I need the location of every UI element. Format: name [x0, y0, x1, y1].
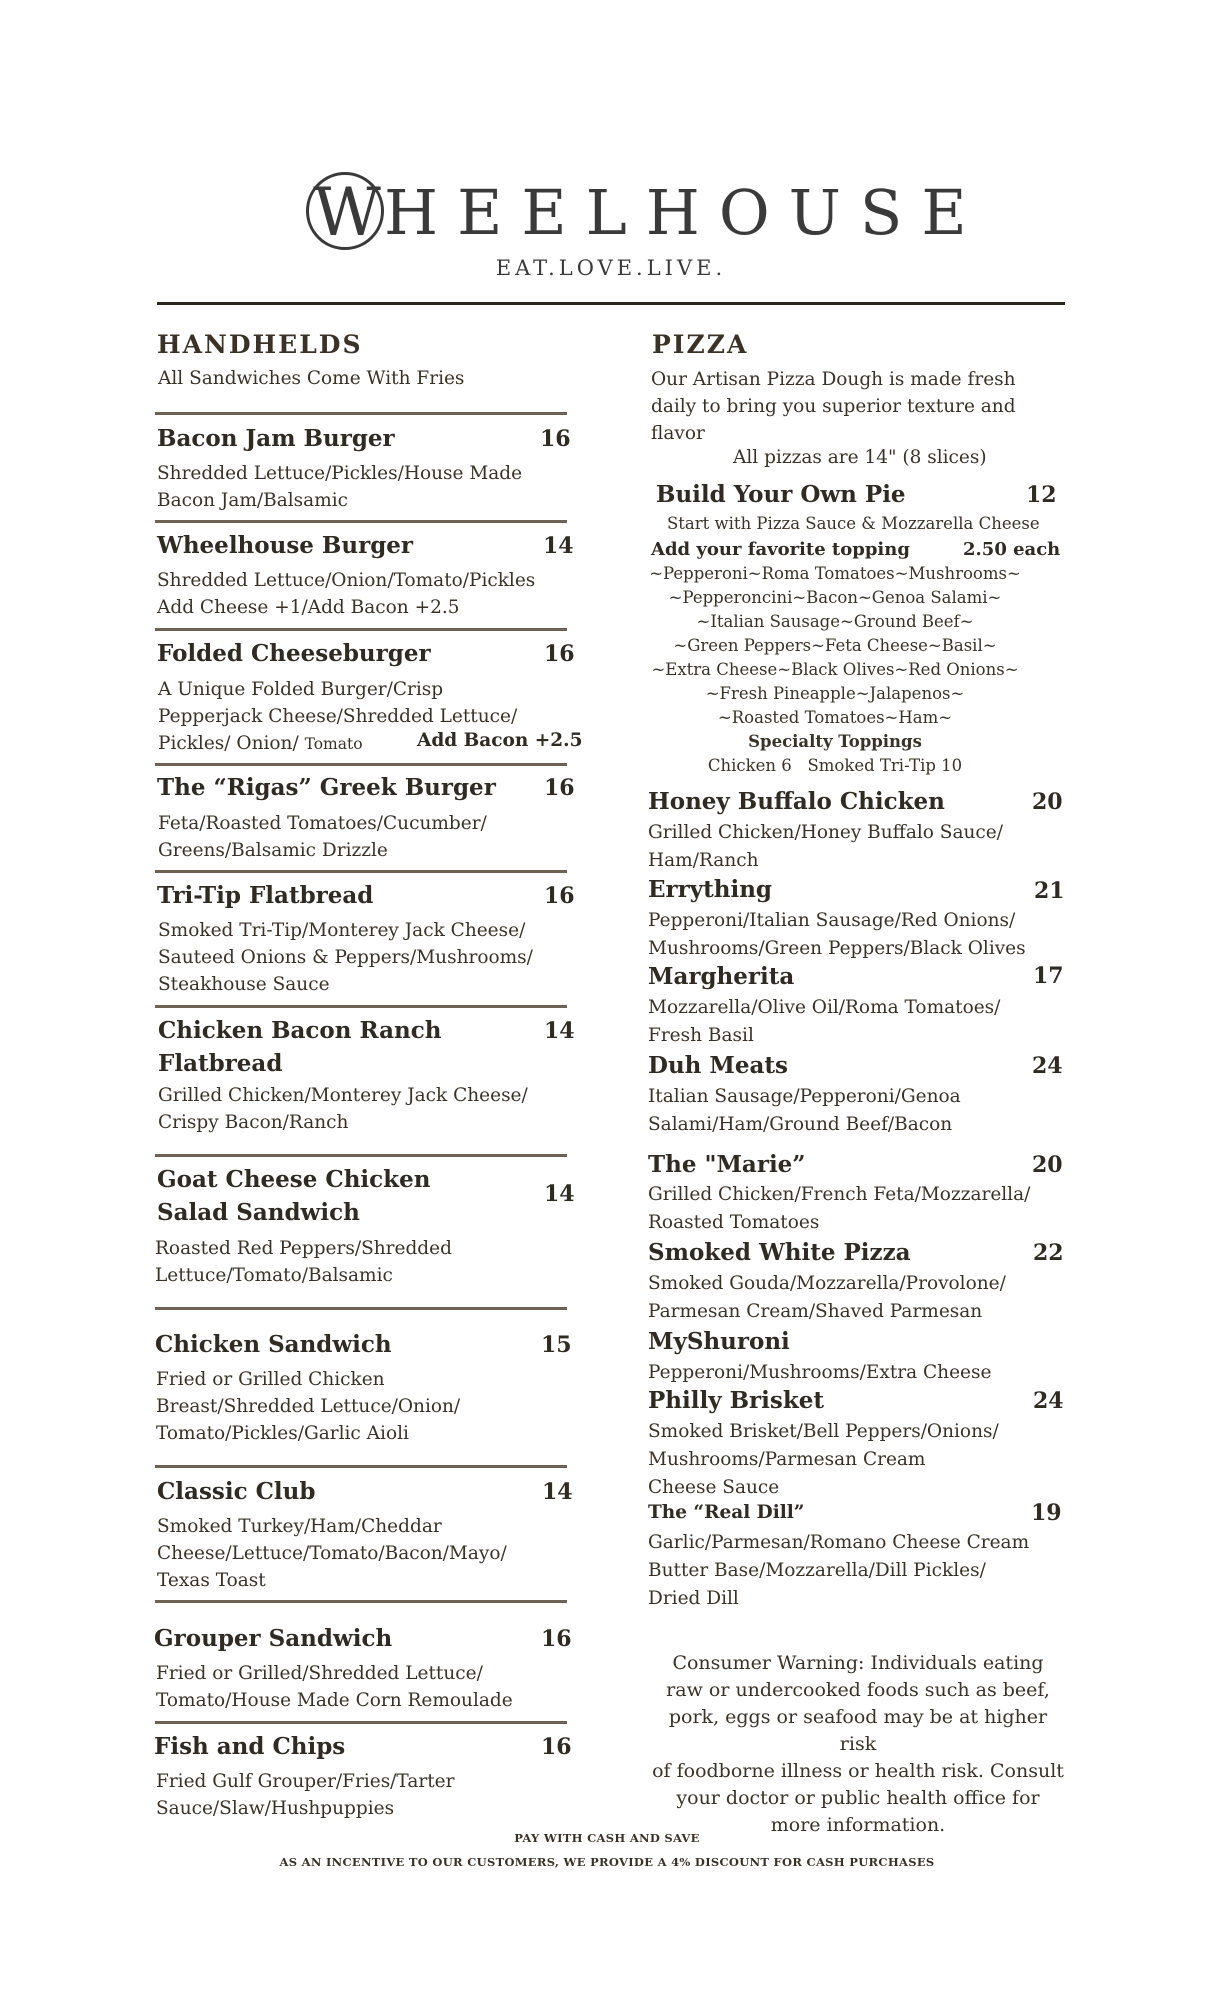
topping-label: Add your favorite topping	[651, 539, 910, 560]
item-divider	[155, 1600, 567, 1603]
item-divider	[155, 412, 567, 415]
pizza-price: 20	[1032, 1152, 1063, 1178]
logo-circle	[306, 172, 384, 250]
menu-item-price: 16	[541, 1734, 572, 1760]
item-divider	[155, 1307, 567, 1310]
pizza-desc: Pepperoni/Mushrooms/Extra Cheese	[648, 1362, 992, 1383]
pizza-name: The “Real Dill”	[648, 1502, 805, 1523]
pizza-intro: Our Artisan Pizza Dough is made fresh daily to bring you superior texture and flavor	[651, 369, 1016, 444]
menu-item-name: The “Rigas” Greek Burger	[157, 774, 496, 801]
specialty-items: Chicken 6 Smoked Tri-Tip 10	[707, 756, 963, 775]
pizza-desc: Grilled Chicken/Honey Buffalo Sauce/ Ham/Ranch	[648, 822, 1003, 871]
cash-discount-heading: PAY WITH CASH AND SAVE	[514, 1831, 700, 1845]
pizza-price: 21	[1034, 878, 1065, 904]
pizza-price: 19	[1031, 1500, 1062, 1526]
item-divider	[155, 520, 567, 523]
pizza-name: Honey Buffalo Chicken	[648, 788, 945, 815]
item-divider	[155, 1154, 567, 1157]
pizza-desc: Mozzarella/Olive Oil/Roma Tomatoes/ Fresh Basil	[648, 997, 1001, 1046]
pizza-price: 24	[1033, 1388, 1064, 1414]
handhelds-title: HANDHELDS	[157, 330, 363, 359]
menu-item-desc: Feta/Roasted Tomatoes/Cucumber/ Greens/Balsamic Drizzle	[158, 813, 487, 861]
menu-item-desc: Fried Gulf Grouper/Fries/Tarter Sauce/Slaw/Hushpuppies	[156, 1771, 455, 1819]
byo-price: 12	[1026, 482, 1057, 508]
topping-list: ~Pepperoni~Roma Tomatoes~Mushrooms~ ~Pepperoncini~Bacon~Genoa Salami~ ~Italian Sausage~Ground Beef~ ~Green Peppers~Feta Cheese~Basil~ ~Extra Cheese~Black Olives~Red Onions~ ~Fresh Pineapple~Jalapenos~ ~Roasted Tomatoes~Ham~ Specialty Toppings Chicken 6 Smoked Tri-Tip 10	[630, 562, 1040, 778]
pizza-desc: Smoked Brisket/Bell Peppers/Onions/ Mushrooms/Parmesan Cream Cheese Sauce	[648, 1421, 999, 1498]
pizza-name: The "Marie”	[648, 1151, 806, 1178]
pizza-price: 20	[1032, 789, 1063, 815]
item-divider	[155, 763, 567, 766]
pizza-desc: Italian Sausage/Pepperoni/Genoa Salami/Ham/Ground Beef/Bacon	[648, 1086, 961, 1135]
menu-item-desc: Roasted Red Peppers/Shredded Lettuce/Tomato/Balsamic	[155, 1238, 452, 1286]
menu-item-name: Classic Club	[157, 1478, 316, 1505]
item-divider	[155, 1465, 567, 1468]
pizza-title: PIZZA	[652, 330, 749, 359]
pizza-name: Duh Meats	[648, 1052, 788, 1079]
menu-item-desc: Shredded Lettuce/Pickles/House Made Bacon Jam/Balsamic	[157, 463, 523, 511]
byo-name: Build Your Own Pie	[656, 481, 906, 508]
pizza-name: MyShuroni	[648, 1328, 790, 1355]
menu-item-price: 16	[544, 883, 575, 909]
menu-item-price: 15	[541, 1332, 572, 1358]
pizza-name: Errything	[648, 876, 773, 903]
pizza-name: Margherita	[648, 963, 795, 990]
add-bacon-note: Add Bacon +2.5	[417, 730, 583, 751]
pizza-desc: Garlic/Parmesan/Romano Cheese Cream Butter Base/Mozzarella/Dill Pickles/ Dried Dill	[648, 1532, 1030, 1609]
menu-item-name: Bacon Jam Burger	[157, 425, 395, 452]
menu-item-desc: Shredded Lettuce/Onion/Tomato/Pickles Add Cheese +1/Add Bacon +2.5	[157, 570, 536, 618]
topping-price: 2.50 each	[963, 539, 1061, 560]
pizza-size-note: All pizzas are 14" (8 slices)	[733, 447, 987, 468]
menu-item-desc: Smoked Turkey/Ham/Cheddar Cheese/Lettuce/Tomato/Bacon/Mayo/ Texas Toast	[157, 1516, 507, 1591]
menu-item-desc: Smoked Tri-Tip/Monterey Jack Cheese/ Sauteed Onions & Peppers/Mushrooms/ Steakhouse Sauce	[158, 920, 533, 995]
byo-base: Start with Pizza Sauce & Mozzarella Cheese	[667, 514, 1040, 533]
menu-item-name: Folded Cheeseburger	[157, 640, 431, 667]
menu-item-name: Goat Cheese Chicken Salad Sandwich	[157, 1166, 431, 1226]
brand-name: HEELHOUSE	[384, 176, 986, 249]
pizza-price: 24	[1032, 1053, 1063, 1079]
menu-item-desc: Grilled Chicken/Monterey Jack Cheese/ Crispy Bacon/Ranch	[158, 1085, 528, 1133]
menu-item-desc: A Unique Folded Burger/Crisp Pepperjack Cheese/Shredded Lettuce/ Pickles/ Onion/ Tomato	[158, 679, 518, 754]
pizza-desc: Pepperoni/Italian Sausage/Red Onions/ Mushrooms/Green Peppers/Black Olives	[648, 910, 1026, 959]
menu-item-desc: Fried or Grilled/Shredded Lettuce/ Tomato/House Made Corn Remoulade	[156, 1663, 513, 1711]
menu-item-price: 14	[542, 1479, 573, 1505]
menu-item-desc: Fried or Grilled Chicken Breast/Shredded Lettuce/Onion/ Tomato/Pickles/Garlic Aioli	[156, 1369, 461, 1444]
item-divider	[155, 870, 567, 873]
menu-item-price: 14	[544, 1181, 575, 1207]
specialty-label: Specialty Toppings	[748, 732, 922, 751]
pizza-price: 22	[1033, 1240, 1064, 1266]
pizza-price: 17	[1033, 963, 1064, 989]
menu-item-price: 14	[544, 1018, 575, 1044]
menu-item-price: 14	[543, 533, 574, 559]
pizza-name: Philly Brisket	[648, 1387, 825, 1414]
tagline: EAT.LOVE.LIVE.	[495, 256, 727, 280]
menu-item-name: Fish and Chips	[154, 1733, 346, 1760]
pizza-desc: Grilled Chicken/French Feta/Mozzarella/ Roasted Tomatoes	[648, 1184, 1031, 1233]
menu-item-price: 16	[544, 775, 575, 801]
menu-item-name: Grouper Sandwich	[154, 1625, 393, 1652]
menu-item-name: Chicken Sandwich	[155, 1331, 392, 1358]
menu-item-price: 16	[544, 641, 575, 667]
logo-letter: W	[313, 174, 381, 251]
menu-item-price: 16	[540, 426, 571, 452]
pizza-desc: Smoked Gouda/Mozzarella/Provolone/ Parmesan Cream/Shaved Parmesan	[648, 1273, 1006, 1322]
menu-item-name: Chicken Bacon Ranch Flatbread	[158, 1017, 442, 1077]
menu-item-price: 16	[541, 1626, 572, 1652]
cash-discount-note: AS AN INCENTIVE TO OUR CUSTOMERS, WE PROVIDE A 4% DISCOUNT FOR CASH PURCHASES	[279, 1855, 935, 1869]
menu-item-name: Wheelhouse Burger	[157, 532, 414, 559]
menu-item-name: Tri-Tip Flatbread	[157, 882, 374, 909]
consumer-warning: Consumer Warning: Individuals eating raw or undercooked foods such as beef, pork, eggs or seafood may be at higher risk of foodborne illness or health risk. Consult your doctor or public health office for more information.	[652, 1652, 1064, 1836]
handhelds-subtitle: All Sandwiches Come With Fries	[158, 368, 465, 389]
item-divider	[155, 628, 567, 631]
pizza-name: Smoked White Pizza	[648, 1239, 911, 1266]
header-divider	[157, 302, 1065, 305]
item-divider	[155, 1721, 567, 1724]
item-divider	[155, 1005, 567, 1008]
